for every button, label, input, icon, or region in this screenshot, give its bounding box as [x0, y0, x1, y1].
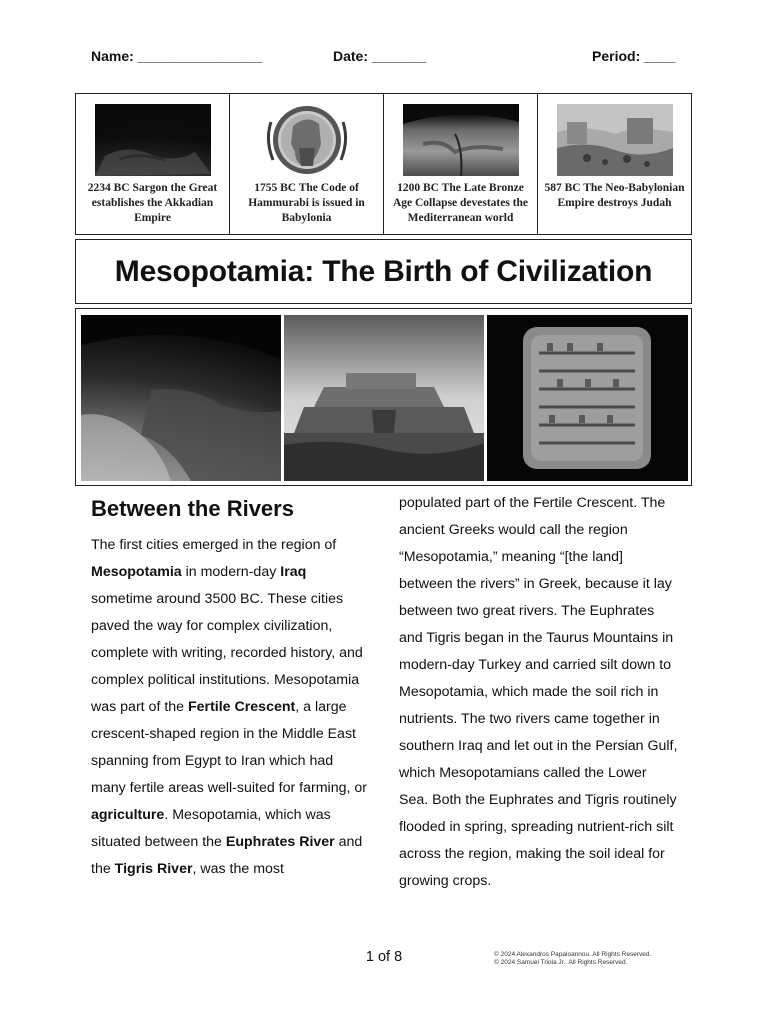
- text-run: , was the most: [192, 861, 284, 877]
- key-term: agriculture: [91, 807, 165, 823]
- hammurabi-medallion-icon: [249, 104, 365, 176]
- siege-painting-icon: [557, 104, 673, 176]
- timeline-item: [230, 94, 384, 234]
- title-banner: [75, 239, 692, 304]
- key-term: Iraq: [280, 564, 307, 580]
- article-paragraph: [91, 532, 371, 883]
- text-run: The first cities emerged in the region of: [91, 537, 337, 553]
- timeline-caption: 1200 BC The Late Bronze Age Collapse devestates the Mediterranean world: [392, 182, 529, 224]
- text-run: , a large crescent-shaped region in the Middle East spanning from Egypt to Iran which had many fertile areas well-suited for farming, or: [91, 699, 367, 796]
- timeline-caption: 2234 BC Sargon the Great establishes the Akkadian Empire: [87, 182, 218, 224]
- ziggurat-photo-icon: [284, 315, 484, 481]
- article-paragraph-continued: populated part of the Fertile Crescent. The ancient Greeks would call the region “Mesopotamia,” meaning “[the land] between the rivers” in Greek, because it lay between two great rivers. The Euphrates and Tigris began in the Taurus Mountains in modern-day Turkey and carried silt down to Mesopotamia, which made the soil rich in nutrients. The two rivers came together in southern Iraq and let out in the Persian Gulf, which Mesopotamians called the Lower Sea. Both the Euphrates and Tigris routinely flooded in spring, spreading nutrient-rich silt across the region, making the soil ideal for growing crops.: [399, 495, 678, 889]
- period-field[interactable]: Period: ____: [592, 48, 676, 64]
- text-run: . Mesopotamia, which was situated between the: [91, 807, 331, 850]
- article-right-column: [399, 490, 679, 895]
- cuneiform-tablet-icon: [487, 315, 688, 481]
- satellite-photo-icon: [81, 315, 281, 481]
- copyright-line: © 2024 Alexandros Papaloannou. All Rights Reserved.: [494, 951, 652, 958]
- page-number: 1 of 8: [365, 949, 403, 965]
- timeline: [75, 93, 692, 235]
- earth-orbit-photo-icon: [403, 104, 519, 176]
- earth-horizon-photo-icon: [95, 104, 211, 176]
- photo-strip: [75, 308, 692, 486]
- section-heading: Between the Rivers: [91, 496, 294, 521]
- timeline-caption: 1755 BC The Code of Hammurabi is issued in Babylonia: [248, 182, 365, 224]
- timeline-item: [538, 94, 691, 234]
- timeline-caption: 587 BC The Neo-Babylonian Empire destroys Judah: [544, 182, 685, 209]
- key-term: Euphrates River: [225, 834, 335, 850]
- timeline-item: [384, 94, 538, 234]
- copyright-notice: [494, 951, 651, 967]
- key-term: Tigris River: [114, 861, 193, 877]
- date-field[interactable]: Date: _______: [333, 48, 427, 64]
- text-run: sometime around 3500 BC. These cities paved the way for complex civilization, complete with writing, recorded history, and complex political institutions. Mesopotamia was part of the: [91, 591, 363, 715]
- key-term: Fertile Crescent: [188, 699, 296, 715]
- key-term: Mesopotamia: [91, 564, 182, 580]
- page-title: Mesopotamia: The Birth of Civilization: [114, 254, 653, 288]
- name-field[interactable]: Name: ________________: [91, 48, 263, 64]
- text-run: and the: [91, 834, 363, 877]
- copyright-line: © 2024 Samuel Triola Jr.. All Rights Reserved.: [494, 959, 628, 966]
- text-run: in modern-day: [181, 564, 281, 580]
- timeline-item: [76, 94, 230, 234]
- student-info-header: [91, 48, 677, 68]
- article-left-column: [91, 490, 371, 883]
